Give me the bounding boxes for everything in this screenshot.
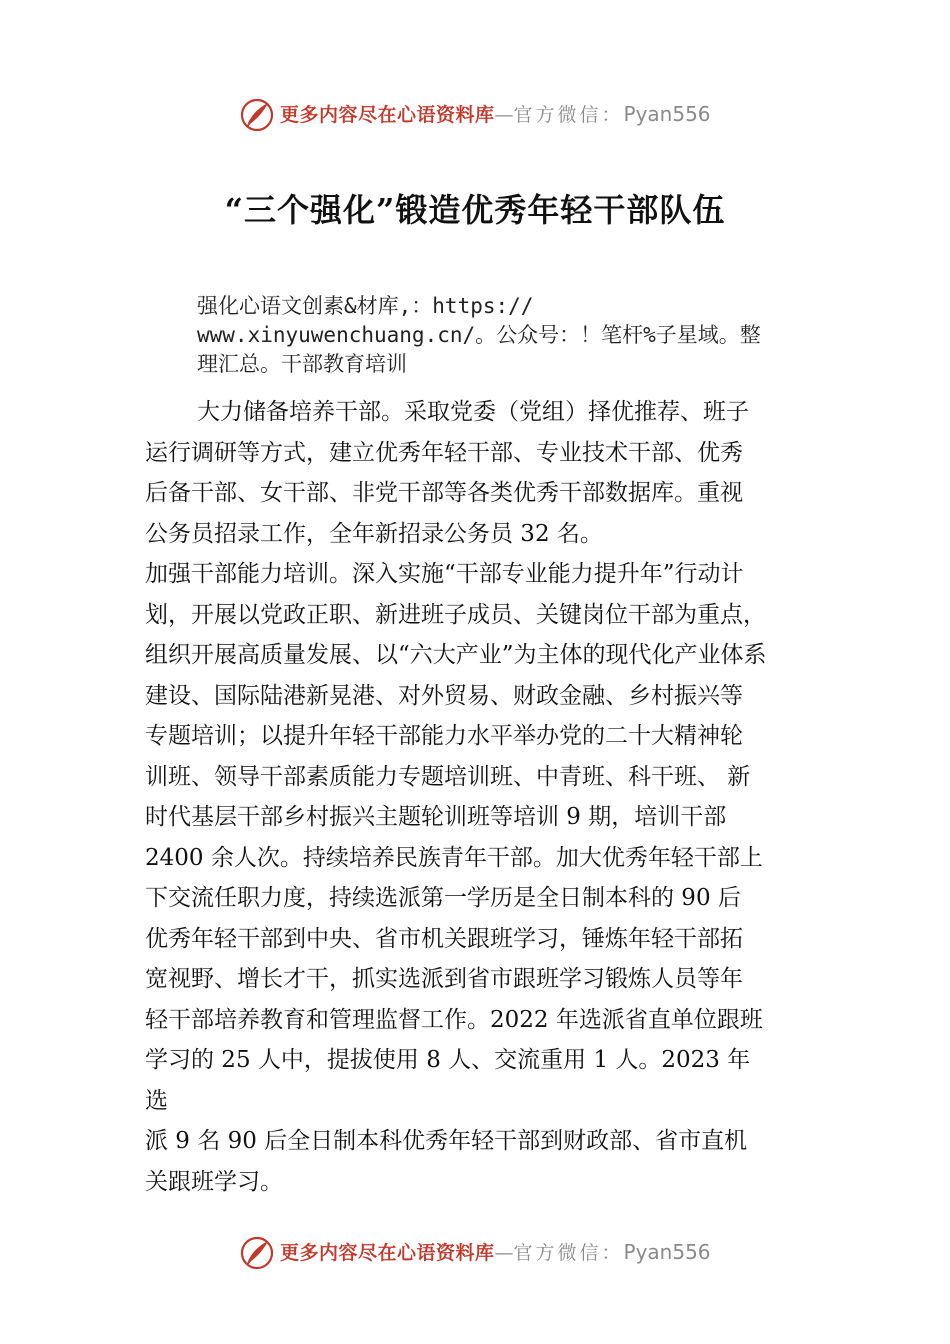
banner-wechat-id: Pyan556 xyxy=(623,102,711,126)
body-line: 关跟班学习。 xyxy=(145,1168,283,1195)
body-line: 轻干部培养教育和管理监督工作。2022 年选派省直单位跟班 xyxy=(145,1006,763,1033)
body-line: 训班、领导干部素质能力专题培训班、中青班、科干班、 新 xyxy=(145,763,751,790)
header-banner xyxy=(0,95,950,135)
body-line: 学习的 25 人中，提拔使用 8 人、交流重用 1 人。2023 年 xyxy=(145,1047,751,1073)
quill-pen-icon xyxy=(239,97,275,133)
banner-text xyxy=(280,1239,711,1266)
body-line: 派 9 名 90 后全日制本科优秀年轻干部到财政部、省市直机 xyxy=(145,1128,748,1154)
document-title: “三个强化”锻造优秀年轻干部队伍 xyxy=(224,191,726,229)
body-line: 选 xyxy=(145,1087,168,1114)
body-line: 专题培训；以提升年轻干部能力水平举办党的二十大精神轮 xyxy=(145,723,743,749)
body-line: 划，开展以党政正职、新进班子成员、关键岗位干部为重点， xyxy=(145,601,766,628)
body-line: 大力储备培养干部。采取党委（党组）择优推荐、班子 xyxy=(197,399,749,425)
body-line: 组织开展高质量发展、以“六大产业”为主体的现代化产业体系 xyxy=(145,642,767,668)
banner-promo-text: 更多内容尽在心语资料库 xyxy=(280,104,495,126)
body-line: 优秀年轻干部到中央、省市机关跟班学习，锤炼年轻干部拓 xyxy=(145,925,743,952)
body-line: 加强干部能力培训。深入实施“干部专业能力提升年”行动计 xyxy=(145,561,744,587)
body-line: 公务员招录工作，全年新招录公务员 32 名。 xyxy=(145,520,603,547)
banner-text xyxy=(280,101,711,128)
banner-wechat-id: Pyan556 xyxy=(623,1240,711,1264)
banner-wechat-label: 官方微信： xyxy=(513,104,624,126)
body-line: 运行调研等方式，建立优秀年轻干部、专业技术干部、优秀 xyxy=(145,439,743,466)
footer-banner xyxy=(0,1233,950,1273)
source-note xyxy=(197,292,837,379)
body-line: 后备干部、女干部、非党干部等各类优秀干部数据库。重视 xyxy=(145,480,743,506)
document-body xyxy=(145,392,825,1202)
banner-promo-text: 更多内容尽在心语资料库 xyxy=(280,1242,495,1264)
banner-dash: — xyxy=(494,1242,514,1264)
banner-dash: — xyxy=(494,104,514,126)
body-line: 2400 余人次。持续培养民族青年干部。加大优秀年轻干部上 xyxy=(145,844,763,871)
body-line: 时代基层干部乡村振兴主题轮训班等培训 9 期，培训干部 xyxy=(145,804,727,830)
body-line: 宽视野、增长才干，抓实选派到省市跟班学习锻炼人员等年 xyxy=(145,966,743,992)
quill-pen-icon xyxy=(239,1235,275,1271)
source-line: www.xinyuwenchuang.cn/。公众号：！笔杆%子星域。整 xyxy=(197,323,761,347)
source-line: 理汇总。干部教育培训 xyxy=(197,352,407,376)
banner-wechat-label: 官方微信： xyxy=(513,1242,624,1264)
body-line: 下交流任职力度，持续选派第一学历是全日制本科的 90 后 xyxy=(145,885,741,911)
body-line: 建设、国际陆港新晃港、对外贸易、财政金融、乡村振兴等 xyxy=(145,682,743,709)
source-line: 强化心语文创素&材库,：https:// xyxy=(197,294,534,318)
